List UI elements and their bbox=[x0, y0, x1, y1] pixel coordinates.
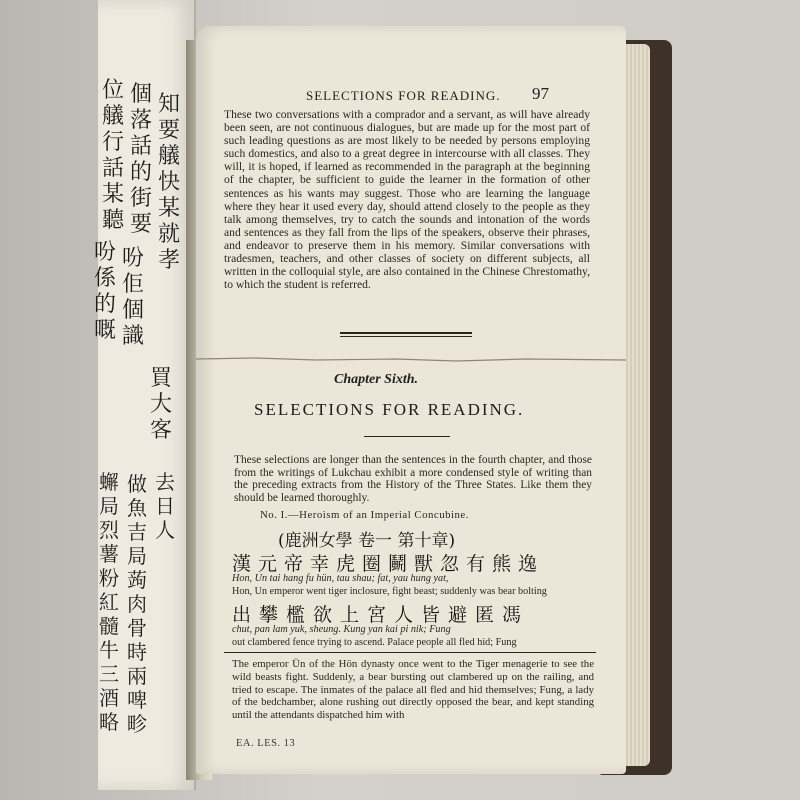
left-page-column: 吩佢個識 bbox=[121, 246, 144, 349]
left-page-column: 個落話的街要 bbox=[129, 82, 152, 237]
gloss-line-1: Hon, Un emperor went tiger inclosure, fight beast; suddenly was bear bolting bbox=[232, 586, 547, 597]
left-page-column: 買大客 bbox=[149, 366, 172, 443]
source-line: (鹿洲女學 卷一 第十章) bbox=[278, 531, 456, 551]
translation-paragraph: The emperor Ün of the Hön dynasty once went to the Tiger menagerie to see the wild beasts fight. Suddenly, a bear bursting out clambered up on the railing, and tried to escape. The inmates of the palace all fled and hid themselves; Fung, a lady of the bedchamber, alone rushing out directly opposed the bear, and kept standing until the attendants dispatched him with bbox=[232, 658, 594, 722]
left-page-column: 做魚吉局蒟肉骨時兩啤畛 bbox=[127, 472, 147, 736]
left-page-column: 吩係的嘅 bbox=[93, 240, 116, 343]
page-number: 97 bbox=[532, 84, 549, 103]
chinese-line-2: 出攀檻欲上宮人皆避匿馮 bbox=[232, 604, 530, 626]
chinese-line-1: 漢元帝幸虎圈鬭獸忽有熊逸 bbox=[232, 553, 545, 575]
selection-heading: No. I.—Heroism of an Imperial Concubine. bbox=[260, 509, 469, 521]
section-rule bbox=[224, 652, 596, 653]
chapter-intro: These selections are longer than the sentences in the fourth chapter, and those from the writings of Lukchau exhibit a more condensed style of writing than the preceding extracts from the History of the Three States. Like them they should be learned thoroughly. bbox=[234, 454, 592, 504]
left-page-column: 去日人 bbox=[155, 470, 175, 542]
divider-rule bbox=[340, 336, 472, 337]
chapter-heading: Chapter Sixth. bbox=[334, 372, 419, 387]
romanization-line-2: chut, pan lam yuk, sheung. Kung yan kai pi nik; Fung bbox=[232, 624, 451, 635]
right-page bbox=[196, 26, 626, 774]
section-title: SELECTIONS FOR READING. bbox=[254, 400, 525, 419]
title-rule bbox=[364, 436, 450, 437]
signature-mark: EA. LES. 13 bbox=[236, 738, 296, 749]
gloss-line-2: out clambered fence trying to ascend. Palace people all fled hid; Fung bbox=[232, 637, 517, 648]
left-page-column: 知要艤快某就孝 bbox=[157, 92, 180, 273]
running-head: SELECTIONS FOR READING. bbox=[306, 88, 501, 103]
left-page-column: 蠏局烈薯粉紅髓牛三酒略 bbox=[99, 470, 119, 734]
page-tear bbox=[196, 356, 626, 362]
left-page-column: 位艤行話某聽 bbox=[101, 78, 124, 233]
romanization-line-1: Hon, Un tai hang fu hün, tau shau; fat, yau hung yat, bbox=[232, 573, 449, 584]
divider-rule bbox=[340, 332, 472, 334]
intro-paragraph: These two conversations with a comprador and a servant, as will have already been seen, are not continuous dialogues, but are made up for the most part of such leading questions as are most likely to be needed by persons employing such domestics, and also to a great degree in intercourse with all classes. They will, it is hoped, if learned as recommended in the paragraph at the beginning of the chapter, be sufficient to guide the learner in the formation of other sentences as his wants may suggest. Those who are learning the language where they hear it used every day, should attend closely to the people as they talk among themselves, try to catch the sounds and intonation of the words and sentences as they fall from the lips of the speakers, observe their phrases, and endeavor to preserve them in his memory. Similar conversations with tradesmen, teachers, and other classes of society on different subjects, all written in the colloquial style, are also contained in the Chinese Chrestomathy, to which the student is referred. bbox=[224, 108, 590, 292]
